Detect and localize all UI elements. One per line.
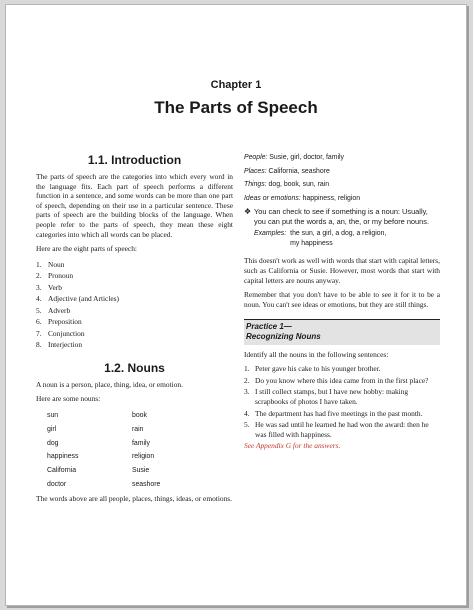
- noun-definition: A noun is a person, place, thing, idea, or emotion.: [36, 379, 183, 389]
- capital-letters-paragraph: This doesn't work as well with words that start with capital letters, such as California or Susie. However, most words that start with capital letters are nouns anyway.: [244, 256, 440, 285]
- answers-reference-link[interactable]: See Appendix G for the answers.: [244, 441, 341, 451]
- noun-word: dog: [47, 439, 59, 447]
- right-column: [244, 151, 440, 451]
- list-intro: Here are the eight parts of speech:: [36, 244, 137, 254]
- noun-word: family: [132, 439, 150, 447]
- diamond-bullet-icon: ❖: [244, 207, 252, 216]
- intro-paragraph: The parts of speech are the categories into which every word in the language fits. Each part of speech performs a different function in a sentence, and some words can be more than one part of speech, depending on their use in a particular sentence. These parts of speech are the building blocks of the language. When people refer to the parts of speech, they mean these eight categories into which all words can be placed.: [36, 172, 233, 239]
- parts-of-speech-list: [36, 259, 233, 351]
- noun-tip: [244, 207, 440, 226]
- examples-line: the sun, a girl, a dog, a religion,: [290, 230, 387, 238]
- remember-paragraph: Remember that you don't have to be able to see it for it to be a noun. You can't see ideas or emotions, but they are still things.: [244, 290, 440, 309]
- document-page: [5, 4, 467, 606]
- noun-word: happiness: [47, 453, 79, 461]
- practice-subtitle: Recognizing Nouns: [246, 331, 321, 341]
- closing-paragraph: The words above are all people, places, things, ideas, or emotions.: [36, 493, 232, 503]
- category-things: Things: dog, book, sun, rain: [244, 181, 330, 188]
- category-people: People: Susie, girl, doctor, family: [244, 154, 344, 161]
- examples-block: [254, 229, 440, 248]
- list-item: 2. Pronoun: [36, 271, 74, 281]
- practice-title: Practice 1—: [246, 322, 292, 332]
- list-item: 4. The department has had five meetings in the past month.: [244, 408, 423, 418]
- examples-label: Examples:: [254, 230, 287, 238]
- noun-word: doctor: [47, 480, 67, 488]
- chapter-title: The Parts of Speech: [154, 98, 318, 117]
- list-item: 3. I still collect stamps, but I have new hobby: making scrapbooks of photos I have taken.: [244, 387, 409, 406]
- category-places: Places: California, seashore: [244, 167, 330, 175]
- noun-word: book: [132, 411, 147, 419]
- examples-line: my happiness: [290, 239, 333, 247]
- section-heading-nouns: 1.2. Nouns: [104, 360, 165, 375]
- tip-text: You can check to see if something is a noun: Usually, you can put the words a, an, the, or my before nouns.: [254, 207, 430, 226]
- category-ideas: Ideas or emotions: happiness, religion: [244, 194, 361, 202]
- list-item: 2. Do you know where this idea came from in the first place?: [244, 375, 429, 385]
- exercise-list: [244, 364, 440, 439]
- noun-word: seashore: [132, 480, 161, 488]
- list-item: 1. Noun: [36, 259, 65, 269]
- list-item: 1. Peter gave his cake to his younger brother.: [244, 364, 381, 374]
- list-item: 4. Adjective (and Articles): [36, 294, 120, 304]
- noun-word: sun: [47, 411, 59, 419]
- noun-word: Susie: [132, 467, 150, 475]
- section-heading-introduction: 1.1. Introduction: [87, 153, 182, 167]
- list-item: 5. He was sad until he learned he had won the award: then he was filled with happiness.: [244, 420, 429, 439]
- noun-word-grid: [47, 409, 233, 492]
- noun-word: religion: [132, 453, 155, 461]
- practice-instruction: Identify all the nouns in the following sentences:: [244, 349, 389, 359]
- list-item: 3. Verb: [36, 282, 62, 292]
- list-item: 8. Interjection: [36, 340, 83, 350]
- chapter-label: Chapter 1: [210, 79, 262, 91]
- list-item: 7. Conjunction: [36, 328, 85, 338]
- list-item: 5. Adverb: [36, 305, 71, 315]
- noun-word: California: [47, 467, 77, 475]
- left-column: [36, 153, 233, 508]
- noun-word: rain: [132, 425, 144, 433]
- noun-word: girl: [47, 425, 57, 433]
- nouns-intro: Here are some nouns:: [36, 394, 101, 404]
- list-item: 6. Preposition: [36, 317, 82, 327]
- practice-heading-box: [244, 319, 440, 344]
